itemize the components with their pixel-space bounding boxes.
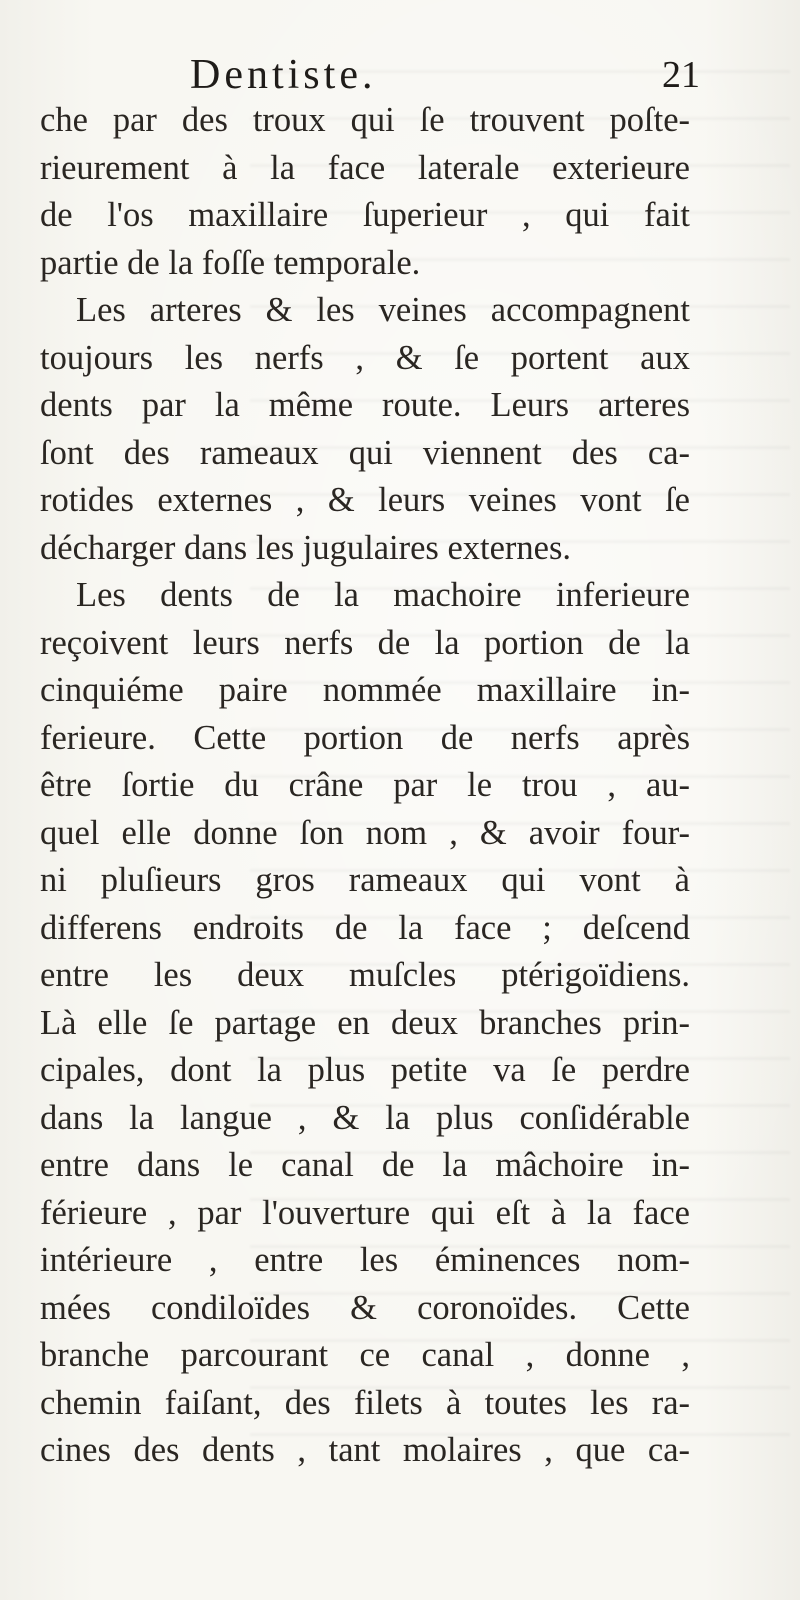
text-line: entre dans le canal de la mâchoire in- (40, 1146, 690, 1184)
text-line: ni pluſieurs gros rameaux qui vont à (40, 861, 690, 899)
text-line: cines des dents , tant molaires , que ca- (40, 1431, 690, 1469)
text-line: rotides externes , & leurs veines vont ſe (40, 481, 690, 519)
text-line: férieure , par l'ouverture qui eſt à la face (40, 1193, 690, 1232)
text-line: che par des troux qui ſe trouvent poſte- (40, 101, 690, 139)
text-line: dans la langue , & la plus conſidérable (40, 1098, 690, 1137)
text-line: Là elle ſe partage en deux branches prin- (40, 1003, 690, 1042)
text-line: cipales, dont la plus petite va ſe perdre (40, 1051, 690, 1089)
text-line: entre les deux muſcles ptérigoïdiens. (40, 956, 690, 994)
text-line: intérieure , entre les éminences nom- (40, 1241, 690, 1279)
running-title: Dentiste. (190, 52, 377, 98)
text-line: cinquiéme paire nommée maxillaire in- (40, 671, 690, 709)
text-line: décharger dans les jugulaires externes. (40, 528, 572, 567)
page-number: 21 (662, 54, 700, 96)
text-line: quel elle donne ſon nom , & avoir four- (40, 813, 690, 852)
text-line: Les dents de la machoire inferieure (76, 576, 690, 614)
text-line: ſont des rameaux qui viennent des ca- (40, 433, 690, 472)
text-line: chemin faiſant, des filets à toutes les ra- (40, 1383, 690, 1422)
text-line: differens endroits de la face ; deſcend (40, 908, 690, 947)
text-line: de l'os maxillaire ſuperieur , qui fait (40, 196, 690, 234)
text-line: Les arteres & les veines accompagnent (76, 291, 690, 329)
text-line: partie de la foſſe temporale. (40, 243, 421, 282)
text-line: toujours les nerfs , & ſe portent aux (40, 338, 690, 377)
text-line: être ſortie du crâne par le trou , au- (40, 766, 690, 804)
text-line: rieurement à la face laterale exterieure (40, 148, 690, 187)
page-header (190, 50, 700, 100)
body-text (40, 97, 690, 1475)
text-line: ferieure. Cette portion de nerfs après (40, 718, 690, 757)
text-line: dents par la même route. Leurs arteres (40, 386, 690, 424)
text-line: reçoivent leurs nerfs de la portion de la (40, 623, 690, 662)
text-line: mées condiloïdes & coronoïdes. Cette (40, 1288, 690, 1327)
text-line: branche parcourant ce canal , donne , (40, 1336, 690, 1374)
